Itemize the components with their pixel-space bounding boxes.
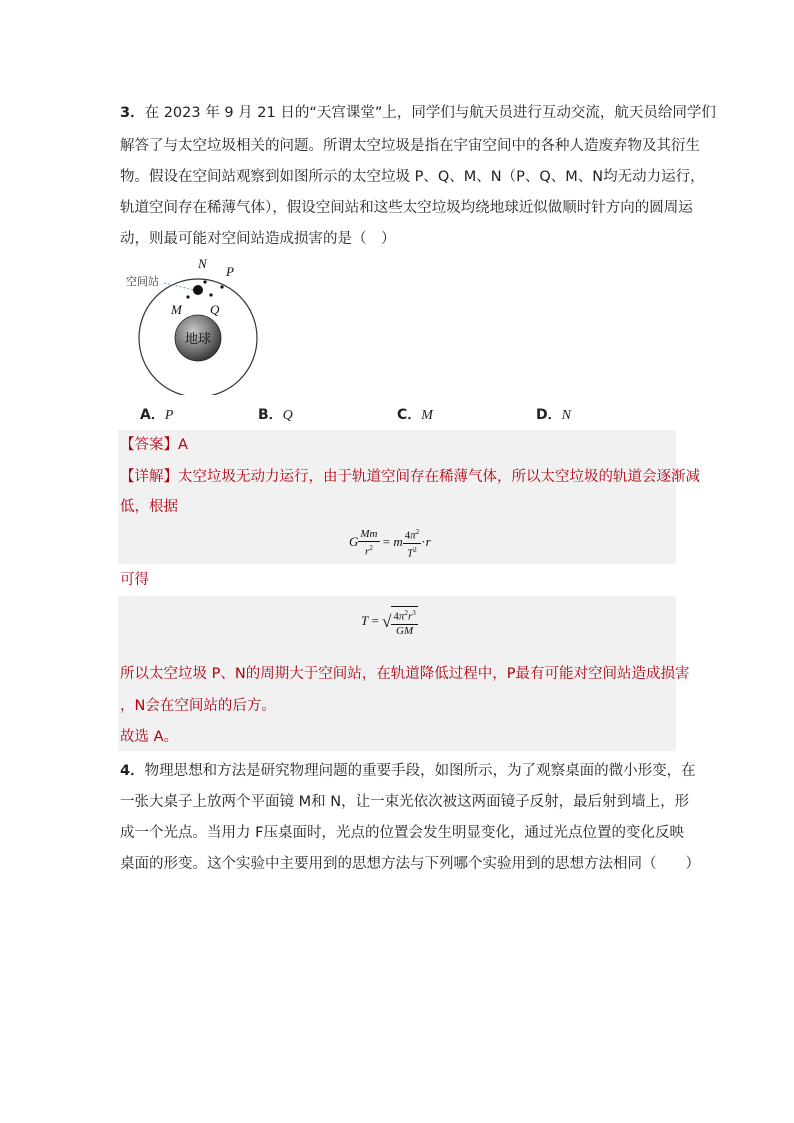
debris-p-dot (220, 285, 223, 288)
debris-q-label: Q (210, 302, 220, 317)
detail-line-1: 【详解】太空垃圾无动力运行，由于轨道空间存在稀薄气体，所以太空垃圾的轨道会逐渐减 (120, 469, 700, 485)
q3-line-5: 动，则最可能对空间站造成损害的是（ ） (120, 231, 396, 247)
option-d[interactable]: D．N (536, 407, 571, 423)
kede-line: 可得 (120, 572, 149, 588)
debris-q-dot (209, 293, 212, 296)
debris-p-label: P (226, 264, 234, 279)
option-c[interactable]: C．M (397, 407, 433, 423)
q3-line-4: 轨道空间存在稀薄气体），假设空间站和这些太空垃圾均绕地球近似做顺时针方向的圆周运 (120, 200, 693, 216)
q4-line-3: 成一个光点。当用力 F压桌面时，光点的位置会发生明显变化，通过光点位置的变化反映 (120, 825, 684, 841)
q4-line-1: 4．物理思想和方法是研究物理问题的重要手段，如图所示，为了观察桌面的微小形变，在 (120, 763, 696, 779)
q3-line-1: 3．在 2023 年 9 月 21 日的“天宫课堂”上，同学们与航天员进行互动交流，航天员给同学们 (120, 105, 716, 121)
debris-n-label: N (198, 256, 207, 271)
q4-line-4: 桌面的形变。这个实验中主要用到的思想方法与下列哪个实验用到的思想方法相同（ ） (120, 856, 700, 872)
station-label: 空间站 (126, 275, 159, 288)
debris-m-dot (186, 295, 189, 298)
conclusion-line-2: ，N会在空间站的后方。 (120, 698, 276, 714)
debris-m-label: M (171, 302, 182, 317)
q4-line-2: 一张大桌子上放两个平面镜 M和 N，让一束光依次被这两面镜子反射，最后射到墙上，形 (120, 794, 690, 810)
formula-gravity: G $\frac{Mm}{r^2}$ = m $\frac{4\pi^2}{T^2}$ ·r (349, 527, 431, 560)
orbit-diagram (118, 255, 268, 395)
q3-line-3: 物。假设在空间站观察到如图所示的太空垃圾 P、Q、M、N（P、Q、M、N均无动力运行， (120, 169, 705, 185)
q3-line-2: 解答了与太空垃圾相关的问题。所谓太空垃圾是指在宇宙空间中的各种人造废弃物及其衍生 (120, 138, 700, 154)
space-station-dot (193, 285, 203, 295)
earth-label: 地球 (184, 332, 212, 347)
option-a[interactable]: A．P (140, 407, 174, 423)
option-b[interactable]: B．Q (258, 407, 293, 423)
answer-line: 【答案】A (120, 437, 188, 453)
conclusion-line-1: 所以太空垃圾 P、N的周期大于空间站，在轨道降低过程中，P最有可能对空间站造成损害 (120, 666, 690, 682)
debris-n-dot (203, 280, 206, 283)
formula-period: T = √ $\frac{4\pi^2r^3}{GM}$ (361, 606, 418, 638)
final-answer-line: 故选 A。 (120, 729, 179, 745)
detail-line-2: 低，根据 (120, 499, 178, 515)
